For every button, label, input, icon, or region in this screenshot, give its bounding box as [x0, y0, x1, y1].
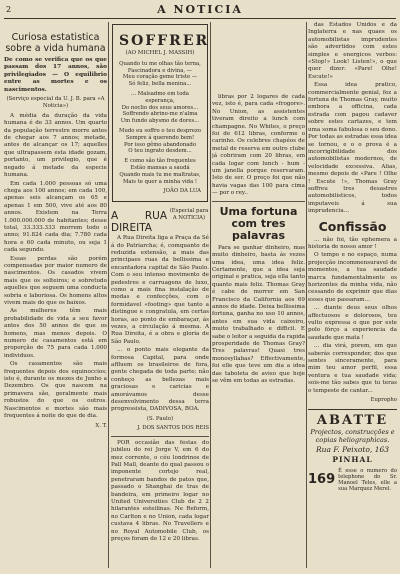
- article-lead: De como se verifica que os que passam dos 17 annos, são privilegiados — O equilibrio entre as mortes e os nascimentos.: [4, 57, 107, 93]
- article-paragraph: libras por 2 logares de cada vez, isto é, para cada «frogore». No Union, as assistentes tiveram direito a lunch com champagne. No Whites, o preço foi de 612 libras, conforme o carinho. Os celebres chapéos de metal de reserva em outro clube já cobriram com 20 libras, em cada logar com lunch - hum - um janella porque reservaram. Isto de ser. O preço foi que não havia vagas das 100 para cima — por o rey..: [212, 94, 305, 197]
- column-divider: [306, 22, 307, 568]
- article-paragraph: A média da duração da vida humana é de 33 annos. Um quarto da população terrestre morre antes de chegar aos 7 annos; metade, antes de alcançar os 17; aquelles que ultrapassem esta idade gozam, portanto, um privilegio, que é negado á metade da especie humana.: [4, 112, 107, 179]
- poem-line: O teu ingrato desdem...: [128, 148, 192, 155]
- article-signature: X. T.: [95, 422, 107, 429]
- ad-phone-text: É esse o numero do telephone do Sr. Manoel Teles, elle a sua Marquez Merel.: [338, 467, 397, 493]
- poem-line: Quando tu me olhas tão terna,: [119, 60, 201, 67]
- article-signature: Eupropho: [370, 397, 397, 404]
- poem-line: Um fundo abysmo de dores...: [120, 118, 200, 125]
- masthead: A NOTICIA: [157, 3, 243, 16]
- poem-stanza: [119, 91, 201, 125]
- article-paragraph: A Rua Direita liga a Praça da Sé á do Patriarcha; é, comquanto de reduzida extensão, a mais das principaes ruas da bellissima e encantadora capital de São Paulo. Com o seu intenso movimento de pedestres e carruagens de luxo, como a mais fina instalação de modas e confecções, com o formidavel «footing» que tanto a distingue e congratula, em certas horas, ao ponto de embaraçar, ás vezes, a circulação á mesma. A Rua Direita, é a obra e gloria de São Paulo.: [111, 235, 209, 345]
- column-3: [212, 22, 305, 570]
- header-rule: [4, 18, 396, 19]
- article-paragraph: Para se ganhar dinheiro, mas muito dinheiro, basta ás vezes uma idea, uma idea feliz. Certamente, que a idea seja original e pratica, seja ella tanto quanto mais feliz. Thomas Gray é cabe de morrer em San Francisco da California aos 69 annos de idade. Deixa bellissima fortuna, ganha no uso 10 annos, antes em sua vida caixeiro, muito trabalhado e difficil. E sabe o leitor a seguida da rapida prosperidade de Thomas Gray? Tres palavras! Quasi tres monosyllabas? Effectivamente, foi elle que teve um dia a idea das taboleta de aviso que hoje se vêm em todas as estradas.: [212, 244, 305, 384]
- article-source: (Serviço especial da U. J. B. para «A Noticia»): [6, 96, 105, 110]
- column-2: [111, 22, 209, 570]
- ad-description: Projectos, construcções e copias heliographicas.: [310, 427, 395, 444]
- article-paragraph: O tempo e no espaço, numa projecção incommensuravel de momentos, a tua saudade marca fundamentalmente os horizontes da minha vida, não cessando de exprimir que dias esses que passaram...: [308, 252, 397, 303]
- poem-dedication: (AO MICHEL J. MASSIH): [125, 50, 195, 56]
- poem-line: E como são tão frequentes: [124, 158, 196, 165]
- ad-phone-number: 169: [308, 472, 336, 488]
- article-paragraph: Os casamentos são mais frequentes depois dos equinoccios; isto é, durante os mezes de Junho a Dezembro. Os que nascem na primavera são, geralmente mais robustos do que os outros. Nascimentos e mortes são mais frequentes á noite do que de dia.: [4, 361, 107, 420]
- poem-line: Mais te quer a minha vida !: [122, 178, 198, 185]
- poem-line: Do noclio dos seus amores...: [121, 104, 199, 111]
- article-paragraph: Em cada 1.000 pessoas só uma chega aos 100 annos; em cada 100, apenas seis alcançam os 65 e apenas 1 em 500, vive até aos 80 annos. Existem na Terra 1.000.000.000 de habitantes; desse total, 33.333.333 morrem todo o anno; 91.824 cada dia; 7.780 cada hora e 60 cada minuto, ou seja 1 cada segundo.: [4, 180, 107, 254]
- article-paragraph: As mulheres têm mais probabilidade de vida a seu favor antes dos 50 annos de que os homens, mas menos depois. O numero de casamentos está em proporção de 75 para cada 1.000 individuos.: [4, 308, 107, 359]
- column-4: [308, 22, 397, 570]
- ad-address: Rua F. Peixoto, 163: [315, 444, 390, 454]
- rua-headline: A RUA DIREITA: [111, 210, 167, 235]
- page-number: 2: [6, 5, 12, 14]
- poem-signature: JOÃO DA LUA: [163, 188, 201, 195]
- article-paragraph: Essas perdas são porém compensadas por maior numero de nascimentos. Os casados vivem mais que os solteiros; e sobretudo aquelles que seguem uma conducta sobria e laboriosa. Os homens altos vivem mais do que os baixos.: [4, 255, 107, 306]
- poem-title: SOFFRER: [119, 33, 209, 49]
- poem-line: ... Malsadmo em toda esperança,: [131, 90, 189, 104]
- poem-stanza: [119, 128, 201, 155]
- ad-city: PINHAL: [332, 454, 373, 464]
- rua-signature: J. DOS SANTOS DOS REIS: [137, 425, 209, 432]
- poem-line: Soffrendo abrino-me n'alma: [122, 111, 198, 118]
- column-divider: [108, 22, 109, 568]
- poem-stanza: [119, 61, 201, 88]
- poem-line: Meu coração geme triste —: [122, 74, 198, 81]
- column-divider: [210, 22, 211, 568]
- article-headline: Uma fortuna com tres palavras: [219, 204, 298, 242]
- poem-box: [112, 24, 208, 202]
- divider: [212, 201, 305, 202]
- page-header: [0, 2, 400, 22]
- ad-phone: [308, 468, 397, 493]
- poem-box-continuation-area: [212, 22, 305, 94]
- column-1: [4, 22, 107, 570]
- poem-line: Estão mansas a saudá: [130, 164, 190, 171]
- article-paragraph: ... diante deus seus olhos affectuosos e dolorosos, teu vulto expressa o que por este polo fórço a experiencia da saudade que mata !: [308, 305, 397, 341]
- article-paragraph: Essa idea pratico, commercialmente genial, fez a fortuna de Thomas Gray, muito embora a officina, cada estrada com pagou cadaver sobre estes cartazes, e tem uma soma fabulosa o seu dono. Por todas as estradas essa idea se tornou, e o o prova é a incorrigibilidade dos automobilistas modernos, de velocidade excessiva. Alias, mesmo depois de «Pare ! Olhe ! Escute !», Thomas Gray soffreu tres desastres automobilisticos, todos imputaveis á sua imprudencia...: [308, 82, 397, 215]
- poem-line: Mudo eu soffro o teu desprezo: [119, 127, 201, 134]
- advertisement: [308, 409, 397, 493]
- article-paragraph: das Estados Unidos e da Inglaterra e nas quaes os automobilistas imprudentes são advertidos com estes simples e energicos verbos: «Stop!» Look! Listen!», o que quer dizer: «Pare! Olhe! Escute!»: [308, 22, 397, 80]
- article-paragraph: POR occasião das festas do jubileu do rei Jorge V, em 6 do mez corrente, o céu londrinos de Pall Mall, deante do qual passou o imponente cortejo real, penetraram bandos de patos que, passado o Shanghai de tras de bandeira, em primeiro logar no United Universities Club de 2 2 hilarantes esteilinas. Ne Reform, no Carlton e no Union, cada logar custava 4 libras. No Travellers e no Royal Automobile Club, os preços foram de 12 e 20 libras.: [111, 439, 209, 542]
- rua-place: (S. Paulo): [146, 415, 174, 422]
- article-paragraph: ... dia virá, porem, em que saberás corresponder, dos que sentes sinceramente, para mim teu amor perfil, essa ventura e tua saudade vida; sois-me tão sabes que tu teras o tempeste de cantar...: [308, 343, 397, 394]
- poem-line: Só feliz, bella menina...: [128, 81, 192, 88]
- article-paragraph: ... o ponto mais elegante da formosa Capital, para onde affluem os brasileiros de fora, gente chegada de toda parte; não conheço as bellezas mais graciosas e caricias e amorávamos desse desenvolvimento dessa terra progressista, DADIVOSA, BOA.: [111, 347, 209, 413]
- poem-line: Quando mais tu me maltratas,: [119, 171, 201, 178]
- article-headline: Curiosa estatistica sobre a vida humana: [5, 32, 106, 54]
- poem-line: Por isso gêmo abandonado: [123, 141, 197, 148]
- poem-line: Fascinadora e divina, —: [127, 67, 193, 74]
- article-paragraph: ... não foi, tão ephemera a historia de nosso amor !: [308, 236, 397, 250]
- ad-name: ABATTE: [316, 412, 389, 428]
- article-headline: Confissão: [318, 218, 387, 234]
- poem-line: Sempre á querendo bem!: [125, 134, 195, 141]
- rua-note: (Especial para A NOTICIA): [169, 208, 209, 221]
- poem-stanza: [119, 158, 201, 185]
- divider: [111, 436, 209, 437]
